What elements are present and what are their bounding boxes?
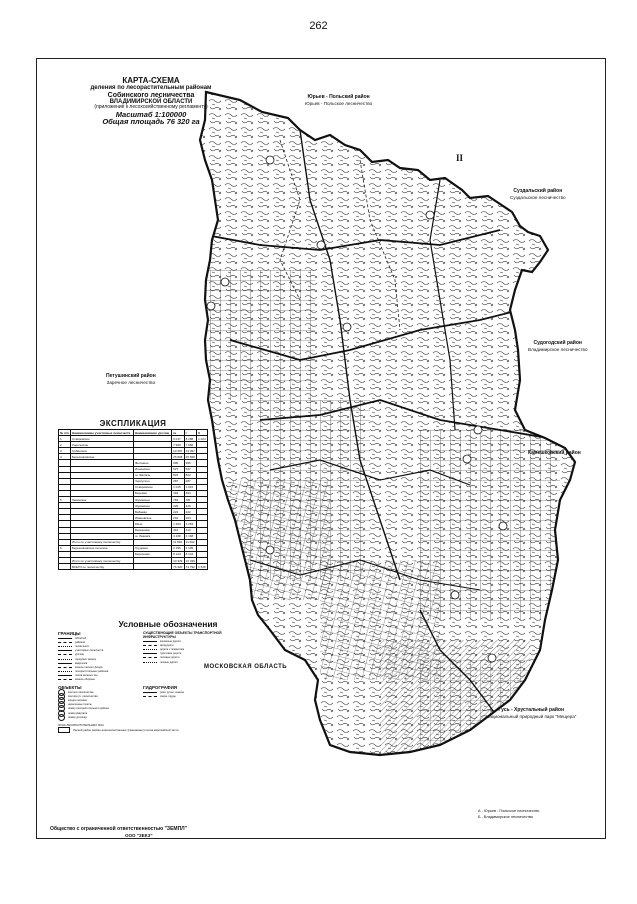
explication xyxy=(58,419,208,570)
legend xyxy=(58,619,298,732)
table-cell xyxy=(134,564,172,570)
table-cell: 781 xyxy=(184,497,197,503)
table-cell: 9 017 xyxy=(172,436,185,442)
legend-line-swatch xyxy=(143,653,157,654)
legend-line-swatch xyxy=(58,679,72,680)
legend-line-swatch xyxy=(58,675,72,676)
table-cell: 13 397 xyxy=(173,448,183,453)
table-cell: 204 xyxy=(184,515,197,521)
legend-item-label: кварталов xyxy=(75,661,88,665)
table-cell: 2 195 xyxy=(172,545,185,551)
table-cell: 229 xyxy=(172,503,185,509)
table-cell: 494 xyxy=(172,490,185,496)
legend-zone-desc: Лесной район хвойно-широколиственных (смешанных) лесов европейской части xyxy=(73,727,179,732)
page-number: 262 xyxy=(309,20,328,32)
table-cell: Трудовое xyxy=(134,545,172,551)
table-cell: Наименование урочищ xyxy=(134,430,172,436)
gus-neighbor-label xyxy=(486,707,576,719)
legend-line-swatch xyxy=(143,662,157,663)
table-cell: Ставровское xyxy=(70,436,133,442)
table-cell: 822 xyxy=(184,472,197,478)
table-cell: 995 xyxy=(184,460,197,466)
table-cell xyxy=(59,564,71,570)
table-cell: 13 397 xyxy=(185,448,195,453)
legend-item-label: лесные дороги xyxy=(160,660,178,664)
table-cell: 8 288 xyxy=(184,436,197,442)
explication-title: ЭКСПЛИКАЦИЯ xyxy=(99,419,167,428)
table-cell: 74 792 xyxy=(185,564,195,569)
west-neighbor-label xyxy=(106,373,156,385)
legend-item-label: контора уч. лесничества xyxy=(68,694,98,698)
legend-item-label: лесничеств xyxy=(75,644,89,648)
legend-hydro-column xyxy=(143,685,238,719)
east-neighbor-label xyxy=(510,188,566,200)
table-cell: № п/п xyxy=(60,430,69,435)
table-cell: Ильинское xyxy=(134,466,172,472)
ne-neighbor-label xyxy=(528,450,581,457)
table-cell: 5 xyxy=(59,497,71,503)
table-cell: Мячи xyxy=(134,521,172,527)
legend-symbol-icon xyxy=(58,714,65,721)
legend-line-swatch xyxy=(58,650,72,651)
legend-item-label: лесорастительных районов xyxy=(75,670,109,674)
legend-zone-row xyxy=(58,728,298,732)
legend-item-label: номер квартала xyxy=(68,711,88,715)
table-cell: 7 960 xyxy=(172,442,185,448)
table-cell: 76 320 xyxy=(173,564,183,569)
table-cell: 2 195 xyxy=(184,545,197,551)
legend-line-swatch xyxy=(58,663,72,664)
table-cell: 11 592 xyxy=(184,539,197,545)
table-cell: 25 828 xyxy=(185,454,195,459)
table-cell: 527 xyxy=(172,466,185,472)
gus-region: Гусь - Хрустальный район xyxy=(498,707,564,713)
table-cell: Итого по участковому лесничеству xyxy=(70,539,133,545)
legend-hydro-header: ГИДРОГРАФИЯ xyxy=(143,685,178,691)
table-cell: Ундольское xyxy=(70,442,133,448)
legend-transport-column xyxy=(143,631,238,682)
legend-item-label: автодороги xyxy=(160,643,174,647)
table-cell: I xyxy=(184,430,197,436)
table-cell: 3 xyxy=(59,448,71,454)
table-cell: Черкутино xyxy=(134,478,172,484)
table-cell: 995 xyxy=(172,460,185,466)
table-cell: 781 xyxy=(172,497,185,503)
legend-line-swatch xyxy=(58,638,72,639)
legend-line-swatch xyxy=(143,641,157,642)
table-cell: II xyxy=(197,430,208,436)
table-cell: 222 xyxy=(172,509,185,515)
legend-item-label: контора лесничества xyxy=(68,690,94,694)
table-cell: 287 xyxy=(172,478,185,484)
table-cell: 4 168 xyxy=(172,533,185,539)
legend-item-label: кордон лесника xyxy=(68,699,87,703)
legend-item xyxy=(58,678,133,682)
legend-item-label: грунтовые дороги xyxy=(160,652,182,656)
legend-objects-column xyxy=(58,685,133,719)
se-neighbor-label xyxy=(528,340,588,352)
legend-item xyxy=(143,694,238,698)
legend-item-label: участковых лесничеств xyxy=(75,649,104,653)
map-scale: Масштаб 1:100000 xyxy=(115,109,187,119)
table-cell: ш. Лакинск xyxy=(134,533,172,539)
table-cell: 10 339 xyxy=(173,558,183,563)
table-cell: 410 xyxy=(172,527,185,533)
legend-item-label: железные дороги xyxy=(160,639,181,643)
gus-forestry: Национальный природный парк "Мещера" xyxy=(486,713,577,719)
legend-item-label: городских земель xyxy=(75,657,97,661)
legend-line-swatch xyxy=(58,646,72,647)
east-forestry: Суздальское лесничество xyxy=(510,194,566,200)
legend-item-label: населенные пункты xyxy=(68,703,92,707)
legend-item-label: полевые дороги xyxy=(160,656,180,660)
legend-line-swatch xyxy=(58,667,72,668)
map-total-area: Общая площадь 76 320 га xyxy=(102,117,200,127)
legend-transport-header: СУЩЕСТВУЮЩИЕ ОБЪЕКТЫ ТРАНСПОРТНОЙ ИНФРАСТРУКТУРЫ xyxy=(143,631,222,639)
table-cell: 1 015 xyxy=(172,484,185,490)
table-cell: 25 828 xyxy=(173,454,183,459)
table-cell: 229 xyxy=(184,503,197,509)
table-cell: Бережки xyxy=(134,490,172,496)
table-cell: 6 xyxy=(59,545,71,551)
south-neighbor-label: МОСКОВСКАЯ ОБЛАСТЬ xyxy=(204,664,288,670)
table-cell: 7 960 xyxy=(184,442,197,448)
table-cell: Жуковское xyxy=(134,497,172,503)
table-cell: Березники xyxy=(134,527,172,533)
legend-line-swatch xyxy=(143,657,157,658)
legend-item-label: номер урочища xyxy=(68,715,87,719)
table-cell: 494 xyxy=(184,490,197,496)
table-cell: 11 592 xyxy=(172,539,185,545)
legend-line-swatch xyxy=(143,645,157,646)
table-cell: Березники xyxy=(134,551,172,557)
se-region: Судогодский район xyxy=(533,340,582,346)
table-cell: 204 xyxy=(172,515,185,521)
legend-line-swatch xyxy=(143,649,157,650)
table-cell: Жуковское xyxy=(134,503,172,509)
table-cell: 1 263 xyxy=(184,521,197,527)
table-cell: 222 xyxy=(184,509,197,515)
table-cell: ВСЕГО по лесничеству xyxy=(70,564,133,570)
legend-line-swatch xyxy=(143,696,157,697)
legend-title: Условные обозначения xyxy=(118,619,218,629)
table-cell: 1 024 xyxy=(198,436,206,441)
north-neighbor-label xyxy=(305,94,372,106)
table-cell: Ивановское xyxy=(134,515,172,521)
table-cell: Наименование участковых лесничеств xyxy=(70,430,133,436)
map-subtitle: деления по лесорастительным районам xyxy=(90,85,212,92)
zone-swatch xyxy=(58,727,70,733)
table-cell: 1 xyxy=(59,436,71,442)
legend-item-label: реки, ручьи, каналы xyxy=(160,690,185,694)
north-region: Юрьев - Польский район xyxy=(307,94,370,100)
legend-line-swatch xyxy=(58,642,72,643)
table-cell: Лакинское xyxy=(70,497,133,503)
table-cell: 8 144 xyxy=(172,551,185,557)
se-forestry: Владимирское лесничество xyxy=(528,346,588,352)
legend-item-label: районов xyxy=(75,640,86,644)
footer-code: ООО "ЗЕКЗ" xyxy=(125,833,153,838)
legend-item-label: урочищ xyxy=(75,653,85,657)
map-title-block xyxy=(56,77,246,126)
table-cell: Березниковское сельское xyxy=(70,545,133,551)
north-forestry: Юрьев - Польское лесничество xyxy=(305,100,373,106)
legend-item xyxy=(58,715,133,719)
legend-borders-header: ГРАНИЦЫ xyxy=(58,631,81,636)
table-cell: Итого по участковому лесничеству xyxy=(70,557,133,563)
zone-roman-numeral: II xyxy=(456,153,464,163)
table-cell: Ставровское xyxy=(134,484,172,490)
table-cell: Собинское xyxy=(70,448,133,454)
legend-objects-header: ОБЪЕКТЫ xyxy=(58,685,82,691)
west-region: Петушинский район xyxy=(106,373,156,379)
legend-item-label: дороги с покрытием xyxy=(160,647,185,651)
legend-item-label: номер лесорастительного района xyxy=(68,707,109,711)
table-cell: 287 xyxy=(184,478,197,484)
abbrev-b: Б - Владимирское лесничество xyxy=(478,815,534,820)
legend-line-swatch xyxy=(58,654,72,655)
ne-region: Камешковский район xyxy=(528,450,581,456)
table-cell: Бабаево xyxy=(134,509,172,515)
legend-line-swatch xyxy=(143,692,157,693)
legend-item-label: лесов зеленых зон xyxy=(75,674,98,678)
east-region: Суздальский район xyxy=(513,188,563,194)
legend-zone-note: ЗОНА ЛЕСОРАСТИТЕЛЬНЫХ ЗОН xyxy=(58,723,104,728)
explication-table xyxy=(58,429,208,570)
table-cell: 410 xyxy=(184,527,197,533)
table-cell: 527 xyxy=(184,466,197,472)
legend-line-swatch xyxy=(58,659,72,660)
legend-item-label: озера, пруды xyxy=(160,694,176,698)
map-title: КАРТА-СХЕМА xyxy=(122,76,180,85)
abbrev-a: А - Юрьев - Польское лесничество xyxy=(478,809,540,813)
table-cell: 10 339 xyxy=(185,558,195,563)
table-cell: 4 xyxy=(59,454,71,460)
legend-item xyxy=(143,660,238,664)
abbreviation-note xyxy=(478,808,539,820)
table-cell: 2 xyxy=(59,442,71,448)
table-cell: га xyxy=(172,430,185,436)
map-annex-note: (приложение к лесохозяйственному регламенту) xyxy=(94,104,208,111)
table-cell: Березниковское xyxy=(70,454,133,460)
legend-item-label: земель обороны xyxy=(75,678,95,682)
legend-item-label: областей xyxy=(75,636,87,640)
footer-company: Общество с ограниченной ответственностью "ЗЕМПЛ" xyxy=(50,826,188,832)
table-cell: 1 528 xyxy=(198,564,206,569)
table-cell: 8 144 xyxy=(184,551,197,557)
table-cell: 1 263 xyxy=(172,521,185,527)
table-row xyxy=(59,564,208,570)
map-oblast: ВЛАДИМИРСКОЙ ОБЛАСТИ xyxy=(109,99,193,106)
legend-item-label: земель лесного фонда xyxy=(75,665,103,669)
table-cell: 822 xyxy=(172,472,185,478)
table-cell: 4 168 xyxy=(184,533,197,539)
map-forestry-name: Собинского лесничества xyxy=(107,91,195,99)
legend-borders-column xyxy=(58,631,133,682)
table-cell: ш. Заклязь xyxy=(134,472,172,478)
table-cell: Фетинино xyxy=(134,460,172,466)
table-cell: 1 015 xyxy=(184,484,197,490)
legend-line-swatch xyxy=(58,671,72,672)
west-forestry: Заречное лесничество xyxy=(106,379,156,385)
